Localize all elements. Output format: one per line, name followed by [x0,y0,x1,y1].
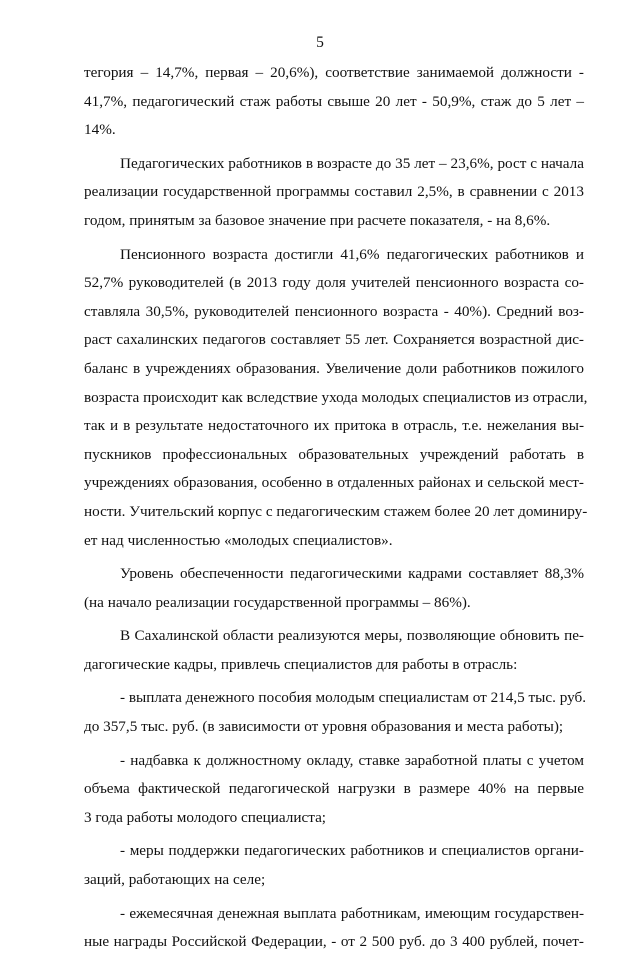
text-line: реализации государственной программы составил 2,5%, в сравнении с 2013 [84,183,584,201]
paragraph [84,241,588,556]
text-line: 52,7% руководителей (в 2013 году доля учителей пенсионного возраста со- [84,274,584,292]
text-line: 41,7%, педагогический стаж работы свыше 20 лет - 50,9%, стаж до 5 лет – [84,92,584,110]
text-line: - ежемесячная денежная выплата работникам, имеющим государствен- [120,904,584,922]
text-line: так и в результате недостаточного их притока в отрасль, т.е. нежелания вы- [84,417,584,435]
text-line: Педагогических работников в возрасте до 35 лет – 23,6%, рост с начала [120,154,584,172]
paragraph [84,747,584,833]
text-line: В Сахалинской области реализуются меры, позволяющие обновить пе- [120,627,584,645]
text-line: раст сахалинских педагогов составляет 55 лет. Сохраняется возрастной дис- [84,331,584,349]
document-body [84,59,588,957]
paragraph [84,900,584,957]
text-line: - выплата денежного пособия молодым специалистам от 214,5 тыс. руб. [120,689,587,707]
text-line: 3 года работы молодого специалиста; [84,808,327,826]
text-line: 14%. [84,121,116,139]
text-line: баланс в учреждениях образования. Увеличение доли работников пожилого [84,359,584,377]
text-line: (на начало реализации государственной программы – 86%). [84,593,471,611]
text-line: ности. Учительский корпус с педагогическим стажем более 20 лет доминиру- [84,502,588,520]
text-line: ставляла 30,5%, руководителей пенсионного возраста - 40%). Средний воз- [84,302,584,320]
text-line: - меры поддержки педагогических работников и специалистов органи- [120,842,584,860]
text-line: заций, работающих на селе; [84,871,266,889]
text-line: ные награды Российской Федерации, - от 2 500 руб. до 3 400 рублей, почет- [84,933,584,951]
text-line: годом, принятым за базовое значение при расчете показателя, - на 8,6%. [84,211,551,229]
text-line: Пенсионного возраста достигли 41,6% педагогических работников и [120,245,584,263]
text-line: дагогические кадры, привлечь специалистов для работы в отрасль: [84,655,518,673]
paragraph [84,684,587,741]
text-line: до 357,5 тыс. руб. (в зависимости от уровня образования и места работы); [84,718,564,736]
text-line: Уровень обеспеченности педагогическими кадрами составляет 88,3% [120,565,584,583]
paragraph [84,150,584,236]
page-number: 5 [316,34,324,51]
paragraph [84,837,584,894]
text-line: пускников профессиональных образовательных учреждений работать в [84,445,584,463]
paragraph [84,59,584,145]
text-line: тегория – 14,7%, первая – 20,6%), соответствие занимаемой должности - [84,64,584,81]
text-line: - надбавка к должностному окладу, ставке заработной платы с учетом [120,751,584,769]
text-line: возраста происходит как вследствие ухода молодых специалистов из отрасли, [84,388,588,406]
text-line: ет над численностью «молодых специалистов». [84,531,393,549]
text-line: учреждениях образования, особенно в отдаленных районах и сельской мест- [84,474,584,492]
paragraph [84,560,584,617]
text-line: объема фактической педагогической нагрузки в размере 40% на первые [84,780,584,798]
paragraph [84,622,584,679]
